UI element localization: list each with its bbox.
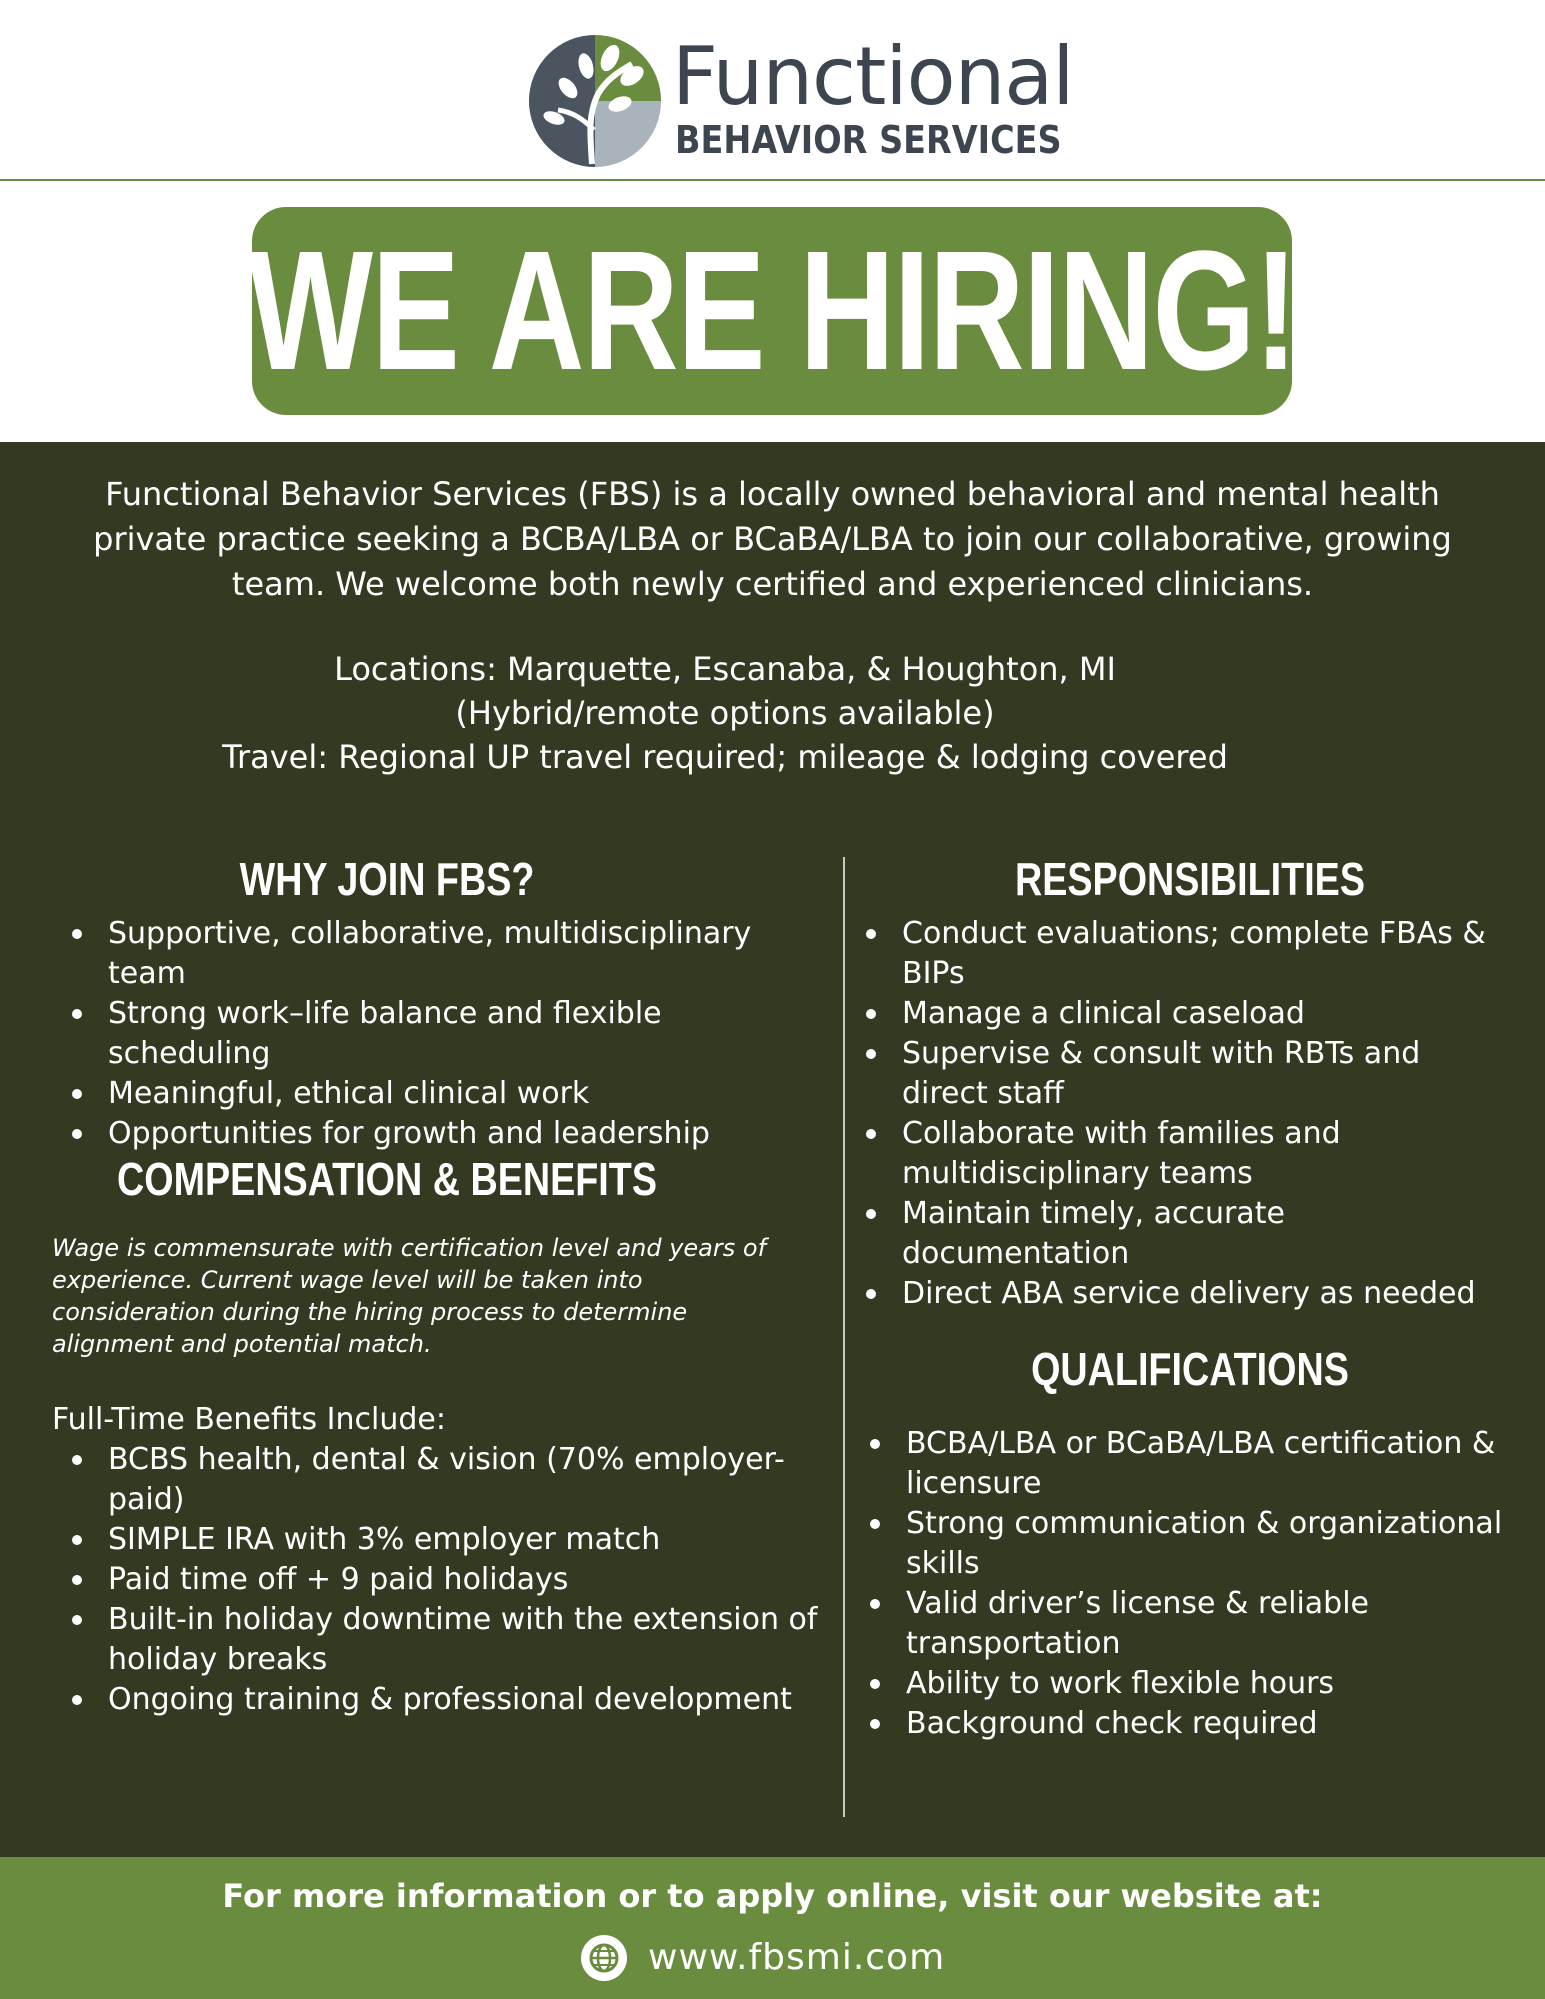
- list-item: Maintain timely, accurate documentation: [846, 1194, 1506, 1274]
- list-item: Direct ABA service delivery as needed: [846, 1274, 1506, 1314]
- logo-line-1: Functional: [672, 30, 1074, 123]
- list-item: Ability to work flexible hours: [850, 1664, 1510, 1704]
- tree-leaves-icon: [528, 34, 662, 168]
- list-item: Ongoing training & professional development: [52, 1680, 832, 1720]
- remote-options-line: (Hybrid/remote options available): [455, 694, 995, 732]
- wage-note: Wage is commensurate with certification level and years of experience. Current wage level will be taken into consideration during the hiring process to determine alignment and potential match.: [52, 1234, 767, 1358]
- website-url-link[interactable]: www.fbsmi.com: [648, 1937, 946, 1978]
- column-divider: [843, 857, 845, 1817]
- list-item: BCBS health, dental & vision (70% employer-paid): [52, 1440, 832, 1520]
- list-item: Background check required: [850, 1704, 1510, 1744]
- hiring-headline: WE ARE HIRING!: [247, 216, 1297, 406]
- qualifications-title: QUALIFICATIONS: [1031, 1343, 1349, 1395]
- hiring-banner: [247, 207, 1297, 415]
- logo-wordmark: [672, 30, 1114, 162]
- list-item: Strong work–life balance and flexible scheduling: [52, 994, 832, 1074]
- locations-line: Locations: Marquette, Escanaba, & Houghton, MI: [334, 650, 1116, 688]
- list-item: Paid time off + 9 paid holidays: [52, 1560, 832, 1600]
- list-item: Supervise & consult with RBTs and direct staff: [846, 1034, 1506, 1114]
- list-item: Meaningful, ethical clinical work: [52, 1074, 832, 1114]
- header-divider: [0, 179, 1545, 181]
- list-item: Valid driver’s license & reliable transportation: [850, 1584, 1510, 1664]
- main-content: [0, 442, 1545, 1857]
- locations-block: [180, 647, 1270, 779]
- qualifications-list: [850, 1424, 1510, 1744]
- benefits-lead: Full-Time Benefits Include:: [52, 1402, 446, 1437]
- list-item: Opportunities for growth and leadership: [52, 1114, 832, 1154]
- travel-line: Travel: Regional UP travel required; mileage & lodging covered: [222, 738, 1228, 776]
- list-item: Strong communication & organizational skills: [850, 1504, 1510, 1584]
- list-item: BCBA/LBA or BCaBA/LBA certification & licensure: [850, 1424, 1510, 1504]
- list-item: Collaborate with families and multidisciplinary teams: [846, 1114, 1506, 1194]
- why-join-list: [52, 914, 832, 1154]
- logo-line-2: BEHAVIOR SERVICES: [675, 118, 1062, 162]
- footer: [0, 1857, 1545, 1999]
- responsibilities-title: RESPONSIBILITIES: [1014, 853, 1366, 905]
- list-item: SIMPLE IRA with 3% employer match: [52, 1520, 832, 1560]
- benefits-list: [52, 1440, 832, 1720]
- list-item: Manage a clinical caseload: [846, 994, 1506, 1034]
- globe-icon: [580, 1934, 628, 1982]
- website-link-group[interactable]: [580, 1933, 945, 1983]
- footer-cta: For more information or to apply online, visit our website at:: [222, 1877, 1323, 1915]
- list-item: Supportive, collaborative, multidisciplinary team: [52, 914, 832, 994]
- header: [0, 0, 1545, 180]
- list-item: Built-in holiday downtime with the extension of holiday breaks: [52, 1600, 832, 1680]
- list-item: Conduct evaluations; complete FBAs & BIPs: [846, 914, 1506, 994]
- responsibilities-list: [846, 914, 1506, 1314]
- intro-paragraph: Functional Behavior Services (FBS) is a locally owned behavioral and mental health private practice seeking a BCBA/LBA or BCaBA/LBA to join our collaborative, growing team. We welcome both newly certified and experienced clinicians.: [93, 475, 1452, 603]
- why-join-title: WHY JOIN FBS?: [239, 853, 535, 905]
- compensation-title: COMPENSATION & BENEFITS: [117, 1153, 657, 1205]
